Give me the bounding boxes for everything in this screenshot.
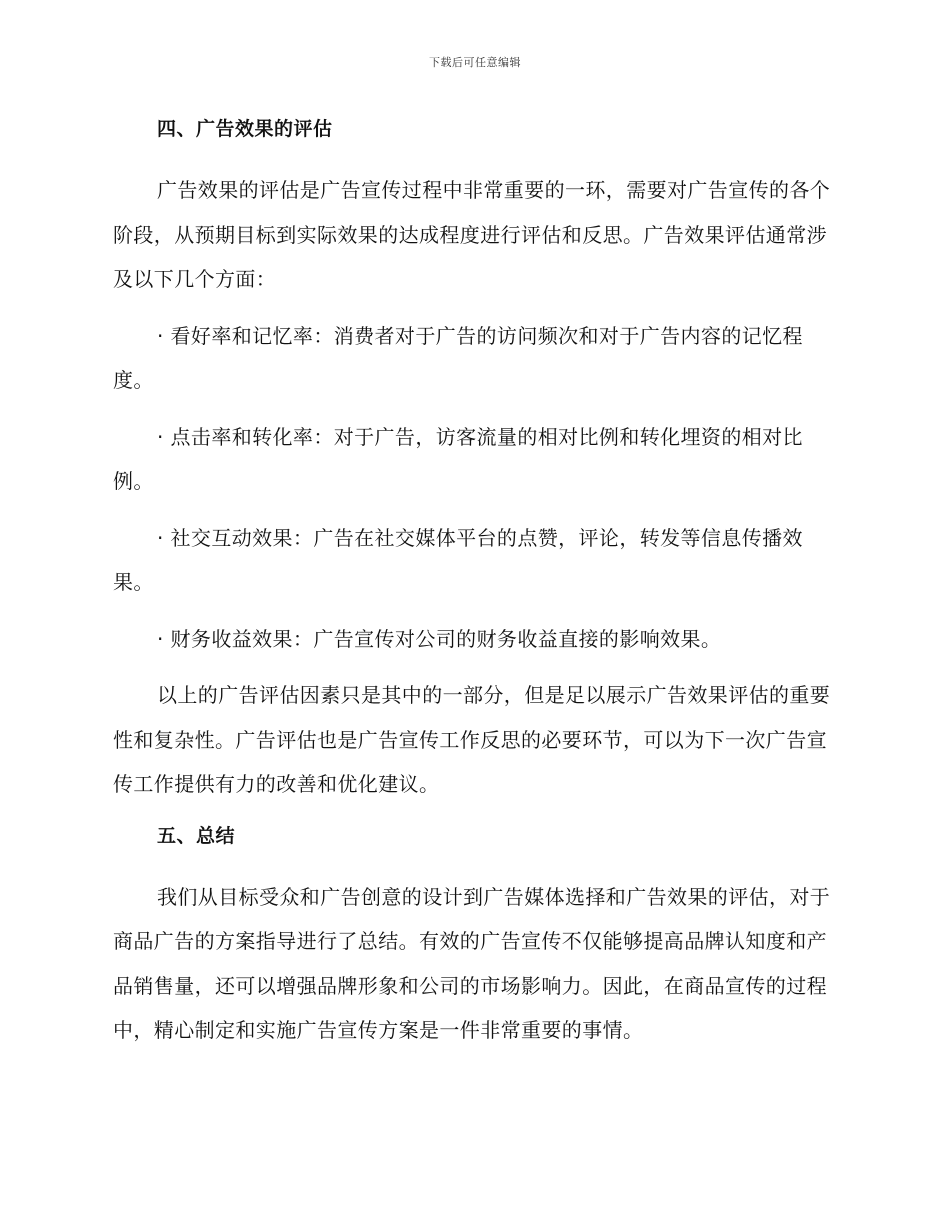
evaluation-closing-paragraph: 以上的广告评估因素只是其中的一部分，但是足以展示广告效果评估的重要性和复杂性。广告评估也是广告宣传工作反思的必要环节，可以为下一次广告宣传工作提供有力的改善和优化建议。 — [113, 683, 831, 796]
bullet-item-social: · 社交互动效果：广告在社交媒体平台的点赞，评论，转发等信息传播效果。 — [113, 525, 803, 594]
bullet-item-conversion: · 点击率和转化率：对于广告，访客流量的相对比例和转化埋资的相对比例。 — [113, 424, 803, 493]
bullet-item-finance: · 财务收益效果：广告宣传对公司的财务收益直接的影响效果。 — [157, 626, 722, 651]
section-heading-summary: 五、总结 — [157, 824, 236, 847]
header-note: 下载后可任意编辑 — [429, 56, 521, 69]
bullet-item-recall: · 看好率和记忆率：消费者对于广告的访问频次和对于广告内容的记忆程度。 — [113, 323, 803, 392]
evaluation-intro-paragraph: 广告效果的评估是广告宣传过程中非常重要的一环，需要对广告宣传的各个阶段，从预期目标到实际效果的达成程度进行评估和反思。广告效果评估通常涉及以下几个方面： — [113, 178, 831, 291]
document-body — [113, 112, 833, 1065]
summary-paragraph: 我们从目标受众和广告创意的设计到广告媒体选择和广告效果的评估，对于商品广告的方案指导进行了总结。有效的广告宣传不仅能够提高品牌认知度和产品销售量，还可以增强品牌形象和公司的市场影响力。因此，在商品宣传的过程中，精心制定和实施广告宣传方案是一件非常重要的事情。 — [113, 884, 831, 1042]
section-heading-evaluation: 四、广告效果的评估 — [157, 118, 333, 140]
